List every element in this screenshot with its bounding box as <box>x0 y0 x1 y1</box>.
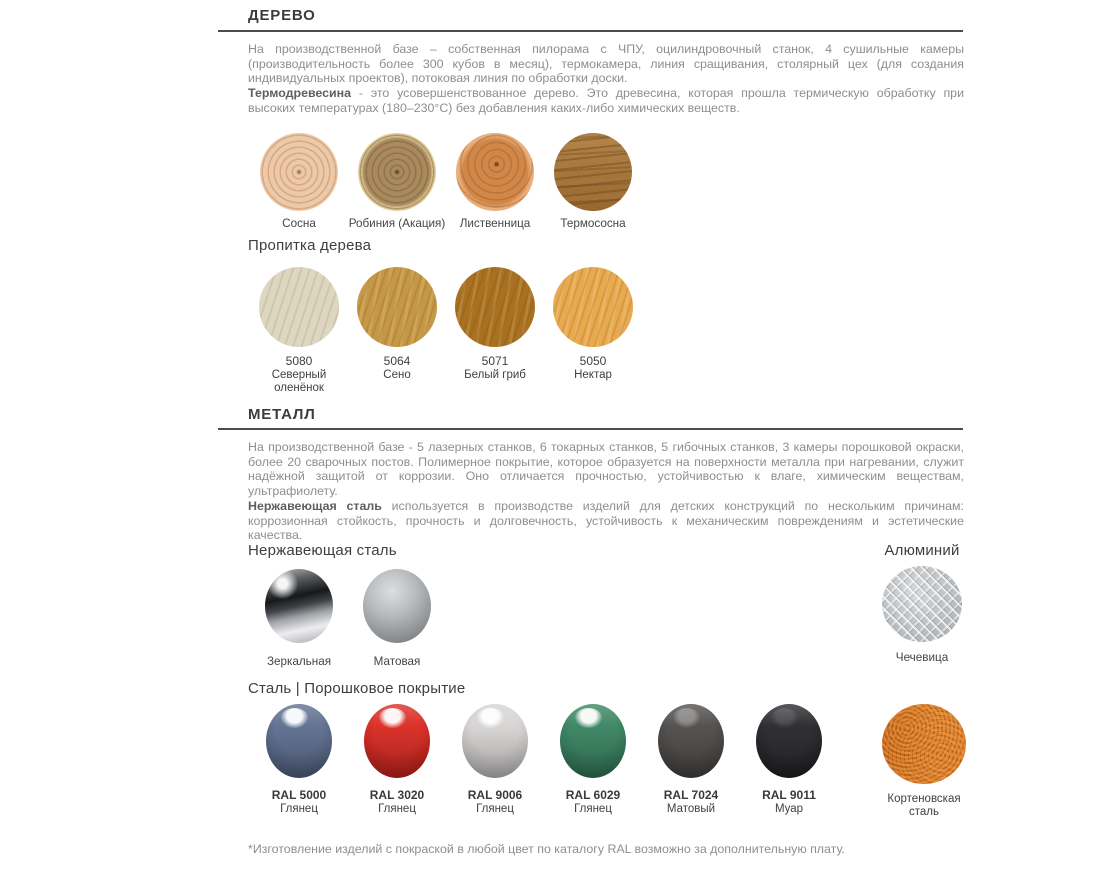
metal-paragraph-2-lead: Нержавеющая сталь <box>248 498 382 513</box>
impregnation-swatch-5064 <box>348 267 446 395</box>
thermopine-slice-image <box>554 133 632 211</box>
ral-finish: Муар <box>774 802 804 815</box>
powder-coating-title: Сталь | Порошковое покрытие <box>248 680 466 697</box>
swatch-label: Термососна <box>560 217 626 230</box>
pine-slice-image <box>260 133 338 211</box>
swatch-label: Чечевица <box>895 651 949 664</box>
wood-paragraph-2-lead: Термодревесина <box>248 86 352 101</box>
impregnation-swatch-5080 <box>250 267 348 395</box>
stainless-swatch-matte <box>348 563 446 668</box>
stainless-title: Нержавеющая сталь <box>248 542 397 559</box>
stainless-row <box>250 563 446 668</box>
gloss-highlight <box>575 708 603 727</box>
ral-finish: Глянец <box>378 802 416 815</box>
corten-steel-swatch <box>872 702 976 819</box>
impregnation-color-image <box>553 267 633 347</box>
corten-steel-image <box>882 704 966 784</box>
wood-paragraph-2 <box>248 86 964 115</box>
ral-code: RAL 5000 <box>271 788 327 802</box>
impregnation-name: Белый гриб <box>464 368 526 381</box>
impregnation-color-image <box>357 267 437 347</box>
swatch-label: Лиственница <box>459 217 531 230</box>
swatch-label: Сосна <box>282 217 316 230</box>
impregnation-swatch-5050 <box>544 267 642 395</box>
gloss-highlight <box>477 708 505 727</box>
wood-section-title: ДЕРЕВО <box>248 7 316 24</box>
gloss-highlight <box>281 708 309 727</box>
larch-slice-image <box>456 133 534 211</box>
aluminum-swatch-lentil <box>862 566 982 664</box>
impregnation-code: 5080 <box>285 354 313 368</box>
swatch-label: Матовая <box>373 655 421 668</box>
impregnation-swatch-5071 <box>446 267 544 395</box>
ral-5000-sphere-image <box>266 704 332 778</box>
metal-paragraph-2-text: используется в производстве изделий для детских конструкций по нескольким причинам: коррозионная стойкость, прочность и долговечность, устойчивость к механическим повреждениям и эстетические качества. <box>248 498 964 543</box>
powder-swatch-ral7024 <box>642 702 740 816</box>
impregnation-title: Пропитка дерева <box>248 237 372 254</box>
metal-paragraph-2 <box>248 499 964 543</box>
ral-6029-sphere-image <box>560 704 626 778</box>
powder-coating-row <box>250 702 838 816</box>
gloss-highlight <box>379 708 407 727</box>
wood-swatch-robinia <box>348 133 446 230</box>
ral-code: RAL 9011 <box>762 788 816 802</box>
ral-code: RAL 3020 <box>369 788 425 802</box>
swatch-label: Робиния (Акация) <box>348 217 446 230</box>
metal-section-text <box>248 440 964 543</box>
robinia-slice-image <box>358 133 436 211</box>
wood-swatch-thermopine <box>544 133 642 230</box>
ral-code: RAL 6029 <box>565 788 621 802</box>
ral-footnote: *Изготовление изделий с покраской в любой цвет по каталогу RAL возможно за дополнительную плату. <box>248 842 845 856</box>
soft-highlight <box>673 708 701 727</box>
impregnation-color-image <box>259 267 339 347</box>
powder-swatch-ral9011 <box>740 702 838 816</box>
impregnation-code: 5050 <box>579 354 607 368</box>
soft-highlight <box>771 708 799 727</box>
metal-section-title: МЕТАЛЛ <box>248 406 316 423</box>
ral-code: RAL 7024 <box>663 788 719 802</box>
wood-species-row <box>250 133 642 230</box>
ral-9011-sphere-image <box>756 704 822 778</box>
impregnation-name: Северный оленёнок <box>271 368 327 394</box>
wood-swatch-pine <box>250 133 348 230</box>
stainless-swatch-mirror <box>250 563 348 668</box>
wood-paragraph-2-text: - это усовершенствованное дерево. Это древесина, которая прошла термическую обработку при высоких температурах (180–230°С) без добавления каких-либо химических веществ. <box>248 86 964 115</box>
corten-steel-label: Кортеновская сталь <box>887 793 961 818</box>
ral-9006-sphere-image <box>462 704 528 778</box>
impregnation-name: Сено <box>383 368 411 381</box>
wood-paragraph-1: На производственной базе – собственная пилорама с ЧПУ, оцилиндровочный станок, 4 сушильные камеры (производительность более 300 кубов в месяц), термокамера, линия сращивания, столярный цех (для создания индивидуальных проектов), потоковая линия по обработки доски. <box>248 42 964 86</box>
wood-section-text <box>248 42 964 116</box>
powder-swatch-ral3020 <box>348 702 446 816</box>
wood-swatch-larch <box>446 133 544 230</box>
diamond-plate-image <box>882 566 962 642</box>
powder-swatch-ral6029 <box>544 702 642 816</box>
ral-finish: Глянец <box>476 802 514 815</box>
impregnation-row <box>250 267 642 395</box>
impregnation-code: 5071 <box>481 354 509 368</box>
ral-finish: Матовый <box>666 802 716 815</box>
metal-section-divider <box>218 428 963 430</box>
ral-finish: Глянец <box>280 802 318 815</box>
impregnation-code: 5064 <box>383 354 411 368</box>
ral-code: RAL 9006 <box>467 788 523 802</box>
powder-swatch-ral5000 <box>250 702 348 816</box>
metal-paragraph-1: На производственной базе - 5 лазерных станков, 6 токарных станков, 5 гибочных станков, 3 камеры порошковой окраски, более 20 сварочных постов. Полимерное покрытие, которое образуется на поверхности металла при нагревании, служит надёжной защитой от коррозии. Оно отличается прочностью, устойчивостью к влаге, химическим веществам, ультрафиолету. <box>248 440 964 499</box>
ral-3020-sphere-image <box>364 704 430 778</box>
powder-swatch-ral9006 <box>446 702 544 816</box>
matte-steel-sphere-image <box>363 569 431 643</box>
aluminum-title: Алюминий <box>884 542 960 559</box>
wood-section-divider <box>218 30 963 32</box>
ral-7024-sphere-image <box>658 704 724 778</box>
mirror-steel-sphere-image <box>265 569 333 643</box>
ral-finish: Глянец <box>574 802 612 815</box>
swatch-label: Зеркальная <box>266 655 332 668</box>
impregnation-name: Нектар <box>574 368 612 381</box>
impregnation-color-image <box>455 267 535 347</box>
